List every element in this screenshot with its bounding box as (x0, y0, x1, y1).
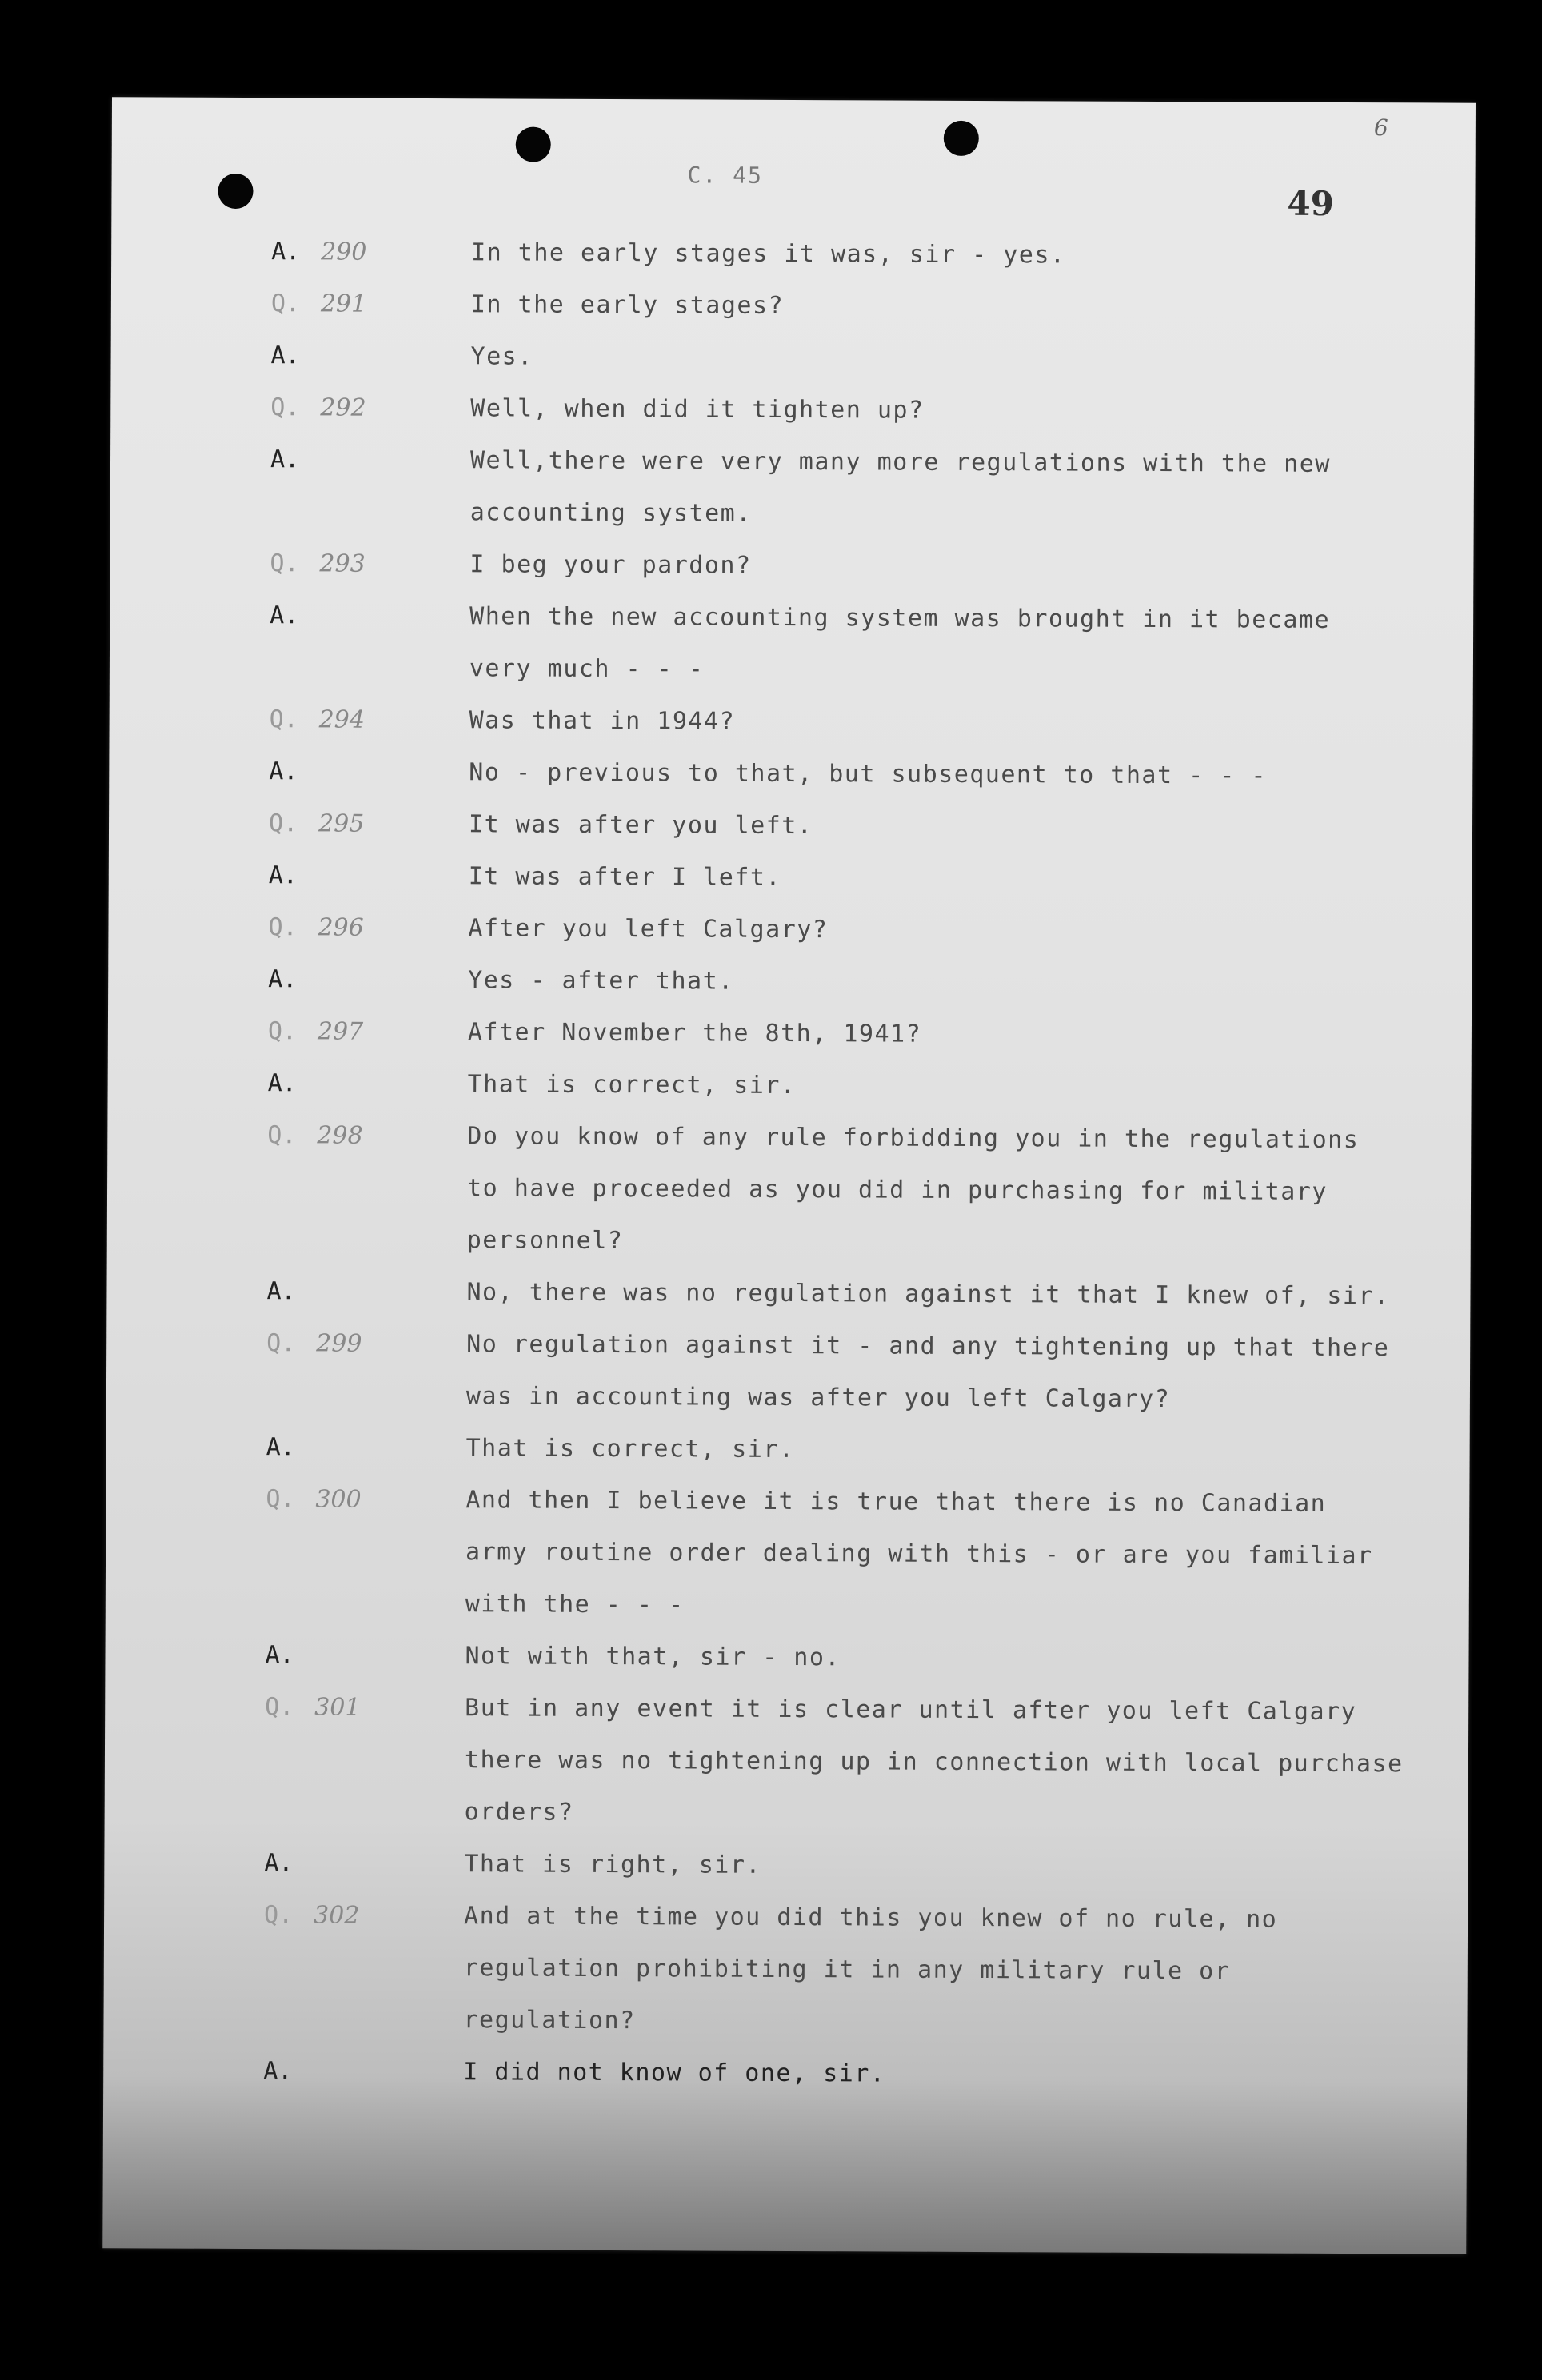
answer-marker: A. (270, 445, 300, 474)
answer-marker: A. (268, 965, 298, 994)
question-number: 300 (315, 1485, 362, 1514)
transcript-line: No - previous to that, but subsequent to that - - - (469, 758, 1268, 790)
transcript-line: with the - - - (465, 1590, 685, 1619)
transcript-line: very much - - - (469, 654, 705, 684)
question-marker: Q. (267, 1017, 298, 1046)
transcript-entry (108, 964, 1472, 1018)
question-number: 297 (317, 1017, 364, 1046)
transcript-line: No regulation against it - and any tightening up that there (466, 1330, 1390, 1363)
transcript-line: Well, when did it tighten up? (470, 394, 925, 425)
question-number: 291 (320, 290, 367, 318)
transcript-line: That is correct, sir. (467, 1070, 797, 1100)
transcript-line: I did not know of one, sir. (463, 2058, 886, 2088)
transcript-entry (110, 601, 1473, 684)
transcript-entry (107, 1120, 1471, 1256)
transcript-entry (110, 549, 1473, 602)
transcript-line: In the early stages it was, sir - yes. (471, 238, 1066, 270)
transcript-line: personnel? (466, 1226, 624, 1256)
question-number: 299 (316, 1329, 362, 1358)
transcript-entry (104, 1900, 1468, 2035)
transcript-line: accounting system. (469, 498, 752, 528)
question-marker: Q. (268, 913, 298, 942)
question-number: 298 (317, 1121, 363, 1150)
transcript-line: Was that in 1944? (469, 706, 736, 736)
transcript-line: Not with that, sir - no. (465, 1642, 841, 1672)
transcript-line: Yes. (470, 342, 533, 371)
question-number: 292 (320, 393, 366, 422)
question-marker: Q. (269, 705, 298, 734)
question-marker: Q. (268, 809, 298, 838)
transcript-line: That is correct, sir. (465, 1434, 795, 1464)
transcript-entry (105, 1692, 1468, 1827)
transcript-line: orders? (464, 1798, 574, 1827)
question-marker: Q. (270, 549, 299, 578)
transcript-entry (106, 1432, 1469, 1486)
transcript-entry (109, 705, 1472, 758)
transcript-line: It was after you left. (468, 810, 813, 841)
question-number: 293 (319, 549, 366, 578)
question-number: 294 (318, 705, 365, 734)
transcript-entry (106, 1484, 1469, 1619)
transcript-entry (109, 757, 1472, 810)
page-number: 49 (1287, 183, 1335, 223)
question-marker: Q. (264, 1901, 294, 1930)
transcript-entry (107, 1068, 1471, 1122)
question-number: 296 (318, 913, 364, 942)
answer-marker: A. (271, 238, 301, 266)
transcript-entry (106, 1328, 1470, 1414)
document-page (102, 97, 1476, 2254)
transcript-entry (111, 237, 1475, 290)
question-number: 295 (318, 809, 365, 838)
question-number: 290 (321, 238, 367, 266)
document-reference: C. 45 (687, 162, 763, 189)
answer-marker: A. (266, 1277, 296, 1306)
transcript-entry (106, 1276, 1470, 1330)
transcript-entry (108, 912, 1472, 966)
transcript-line: there was no tightening up in connection with local purchase (464, 1746, 1404, 1779)
question-marker: Q. (270, 290, 301, 318)
question-marker: Q. (265, 1693, 294, 1722)
question-marker: Q. (266, 1329, 296, 1358)
answer-marker: A. (269, 757, 298, 786)
transcript-entry (111, 289, 1475, 342)
transcript-line: to have proceeded as you did in purchasing for military (466, 1174, 1328, 1206)
punch-hole (218, 174, 253, 209)
transcript-entry (109, 809, 1472, 862)
transcript-line: Do you know of any rule forbidding you in the regulations (467, 1122, 1360, 1155)
punch-hole (516, 126, 551, 162)
transcript-line: It was after I left. (468, 862, 782, 892)
transcript-entry (108, 1016, 1472, 1070)
question-marker: Q. (270, 393, 300, 422)
transcript-line: But in any event it is clear until after you left Calgary (465, 1694, 1357, 1727)
question-marker: Q. (266, 1485, 295, 1514)
transcript-line: That is right, sir. (464, 1850, 762, 1879)
transcript-line: army routine order dealing with this - or are you familiar (465, 1538, 1373, 1571)
transcript-line: After November the 8th, 1941? (467, 1018, 922, 1048)
transcript-line: And then I believe it is true that there is no Canadian (465, 1486, 1327, 1518)
answer-marker: A. (270, 341, 300, 370)
transcript-line: In the early stages? (470, 290, 785, 320)
transcript-line: Well,there were very many more regulations with the new (469, 446, 1331, 478)
answer-marker: A. (263, 2057, 293, 2086)
handwritten-corner-mark: 6 (1373, 114, 1388, 142)
transcript-line: I beg your pardon? (469, 550, 752, 580)
transcript-line: Yes - after that. (468, 966, 734, 996)
transcript-entry (103, 2056, 1467, 2110)
punch-hole (944, 121, 979, 156)
transcript-entry (104, 1848, 1468, 1902)
transcript-entry (110, 393, 1474, 446)
transcript-line: After you left Calgary? (468, 914, 829, 944)
question-number: 302 (314, 1901, 360, 1930)
transcript-entry (109, 861, 1472, 914)
transcript-line: No, there was no regulation against it that I knew of, sir. (466, 1278, 1390, 1311)
transcript-entry (110, 445, 1474, 528)
transcript-line: regulation prohibiting it in any military rule or (463, 1954, 1231, 1986)
answer-marker: A. (270, 601, 299, 630)
answer-marker: A. (268, 861, 298, 890)
transcript-line: And at the time you did this you knew of no rule, no (464, 1902, 1278, 1934)
answer-marker: A. (267, 1069, 297, 1098)
answer-marker: A. (264, 1849, 294, 1878)
question-number: 301 (314, 1693, 361, 1722)
answer-marker: A. (266, 1433, 295, 1462)
transcript-line: regulation? (463, 2006, 636, 2035)
question-marker: Q. (267, 1121, 297, 1150)
answer-marker: A. (265, 1641, 294, 1670)
transcript-line: When the new accounting system was brought in it became (469, 602, 1331, 634)
transcript-entry (110, 341, 1474, 394)
transcript-entry (105, 1640, 1468, 1694)
transcript-line: was in accounting was after you left Calgary? (465, 1382, 1171, 1414)
